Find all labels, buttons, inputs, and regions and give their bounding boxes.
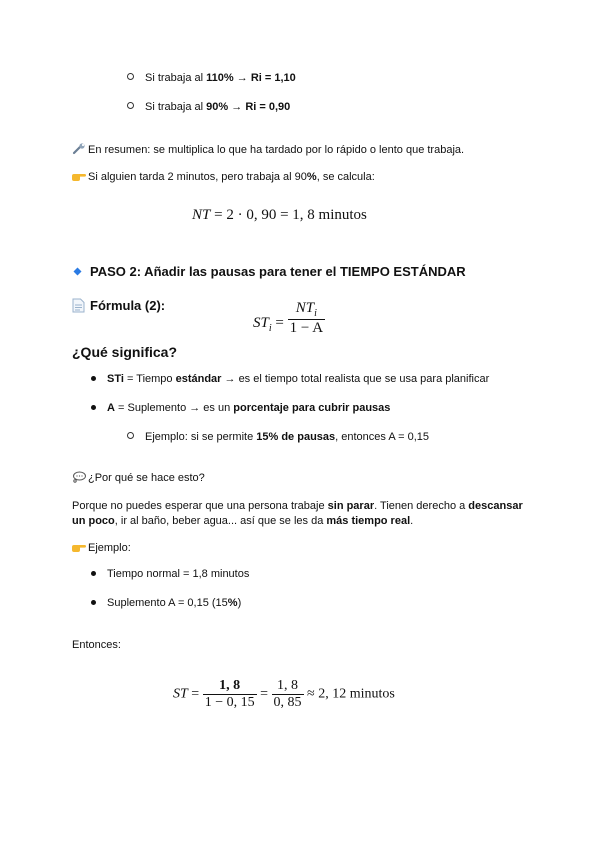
example-item-normal-time: Tiempo normal = 1,8 minutos: [91, 567, 249, 581]
bullet-icon: [91, 376, 96, 381]
bullet-a-example: Ejemplo: si se permite 15% de pausas, entonces A = 0,15: [127, 430, 429, 444]
meaning-heading: ¿Qué significa?: [72, 344, 178, 360]
example-label: Ejemplo:: [72, 541, 131, 555]
circle-bullet-icon: [127, 73, 134, 80]
fraction-2: $\frac{1, 8}{0, 85}$: [273, 678, 302, 710]
ri-item-90: Si trabaja al 90% → Ri = 0,90: [127, 100, 290, 114]
formula2-math: $ST_i$ = $\frac{NT_i}{1 - A}$: [253, 300, 325, 333]
bullet-icon: [91, 405, 96, 410]
formula-nt: NT = 2 · 0, 90 = 1, 8 minutos: [192, 207, 367, 223]
fraction-1: $\frac{1, 8}{1 - 0, 15}$: [204, 678, 255, 710]
ri-item-110: Si trabaja al 110% → Ri = 1,10: [127, 71, 296, 85]
formula2-label: Fórmula (2):: [72, 298, 165, 313]
summary-line: En resumen: se multiplica lo que ha tardado por lo rápido o lento que trabaja.: [72, 143, 464, 157]
example-intro-line: Si alguien tarda 2 minutos, pero trabaja al 90%, se calcula:: [72, 170, 375, 184]
document-icon: [72, 298, 85, 313]
circle-bullet-icon: [127, 432, 134, 439]
thought-bubble-icon: [72, 471, 86, 483]
bullet-a: A = Suplemento → es un porcentaje para cubrir pausas: [91, 401, 390, 415]
explanation-paragraph: Porque no puedes esperar que una persona trabaje sin parar. Tienen derecho a descansar un poco, ir al baño, beber agua... así que se les da más tiempo real.: [72, 500, 523, 527]
blue-diamond-icon: [73, 267, 82, 276]
fraction-nt-over-1-minus-a: $\frac{NT_i}{1 - A}$: [288, 300, 325, 333]
wrench-icon: [72, 143, 86, 155]
step2-heading: PASO 2: Añadir las pausas para tener el TIEMPO ESTÁNDAR: [73, 264, 466, 279]
pointing-hand-icon: [72, 170, 86, 182]
bullet-icon: [91, 600, 96, 605]
why-line: ¿Por qué se hace esto?: [72, 471, 205, 485]
entonces-label: Entonces:: [72, 639, 121, 651]
pointing-hand-icon: [72, 541, 86, 553]
example-item-supplement: Suplemento A = 0,15 (15%): [91, 596, 241, 610]
formula-st: ST = $\frac{1, 8}{1 - 0, 15}$ = $\frac{1, 8}{0, 85}$ ≈ 2, 12 minutos: [173, 678, 395, 710]
circle-bullet-icon: [127, 102, 134, 109]
bullet-icon: [91, 571, 96, 576]
bullet-sti: STi = Tiempo estándar → es el tiempo total realista que se usa para planificar: [91, 372, 489, 386]
